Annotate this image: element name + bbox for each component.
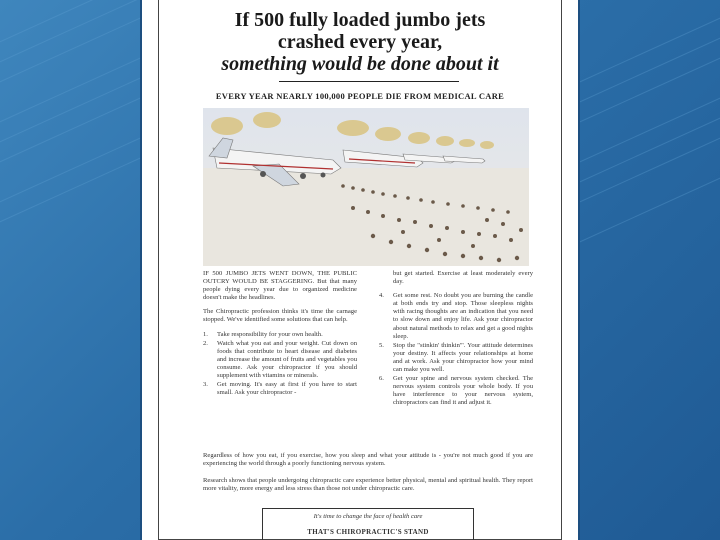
list-item (203, 340, 357, 380)
list-item (203, 381, 357, 397)
list-number: 5. (379, 341, 384, 349)
list-text: Get moving. It's easy at first if you have to start small. Ask your chiropractor - (217, 381, 357, 397)
list-text: Get your spine and nervous system checked. The nervous system controls your whole body. If you have interference to your nervous system, chiropractors can find it and adjust it. (393, 375, 533, 407)
list-number: 4. (379, 292, 384, 300)
list-number: 1. (203, 330, 208, 338)
list-item (379, 292, 533, 341)
paragraph-research: Research shows that people undergoing chiropractic care experience better physical, mental and spiritual health. They report more vitality, more energy and less stress than those not under chiropractic care. (203, 477, 533, 493)
list-item (379, 342, 533, 374)
jumbo-jets-illustration (203, 108, 529, 266)
background-stripes-left (0, 0, 140, 540)
footer-box (262, 508, 474, 540)
headline-rule (279, 81, 459, 82)
paragraph-nervous-system: Regardless of how you eat, if you exercise, how you sleep and what your attitude is - you're not much good if you are experiencing the world through a poorly functioning nervous system. (203, 452, 533, 468)
left-list (203, 331, 357, 398)
left-column (203, 270, 357, 398)
right-continuation: but get started. Exercise at least moderately every day. (393, 270, 533, 286)
subheading: EVERY YEAR NEARLY 100,000 PEOPLE DIE FROM MEDICAL CARE (215, 91, 505, 101)
list-number: 2. (203, 339, 208, 347)
list-text: Stop the "stinkin' thinkin'". Your attitude determines your destiny. It affects your relationships at home and at work. Ask your chiropractor how your mind can make you well. (393, 341, 533, 374)
list-number: 3. (203, 381, 208, 389)
footer-stand: THAT'S CHIROPRACTIC'S STAND (307, 528, 429, 536)
article-columns (203, 270, 531, 446)
list-number: 6. (379, 375, 384, 383)
list-text: Watch what you eat and your weight. Cut down on foods that contribute to heart disease and diabetes and increase the amount of fruits and vegetables you consume. Ask your chiropractor if you should supplement with vitamins or minerals. (217, 339, 357, 380)
headline-line-1: If 500 fully loaded jumbo jets (234, 9, 486, 31)
document-page (158, 0, 562, 540)
list-item (203, 331, 357, 339)
right-list (379, 292, 533, 407)
headline-line-2: crashed every year, (277, 31, 443, 53)
headline-line-3: something would be done about it (221, 53, 499, 75)
list-item (379, 375, 533, 407)
list-text: Take responsibility for your own health. (217, 330, 323, 338)
list-text: Get some rest. No doubt you are burning the candle at both ends try and stop. Those sleepless nights with racing thoughts are an indication that you need to slow down and enjoy life. Ask your chiropractor about natural methods to relax and get a good nights sleep. (393, 292, 533, 340)
right-column (379, 270, 533, 409)
footer-tagline: It's time to change the face of health care (313, 513, 423, 520)
left-intro: IF 500 JUMBO JETS WENT DOWN, THE PUBLIC OUTCRY WOULD BE STAGGERING. But that many people dying every year due to organized medicine doesn't make the headlines. (203, 270, 357, 302)
background-stripes-right (580, 0, 720, 540)
left-para-2: The Chiropractic profession thinks it's time the carnage stopped. We've identified some solutions that can help. (203, 308, 357, 324)
document-frame (140, 0, 580, 540)
